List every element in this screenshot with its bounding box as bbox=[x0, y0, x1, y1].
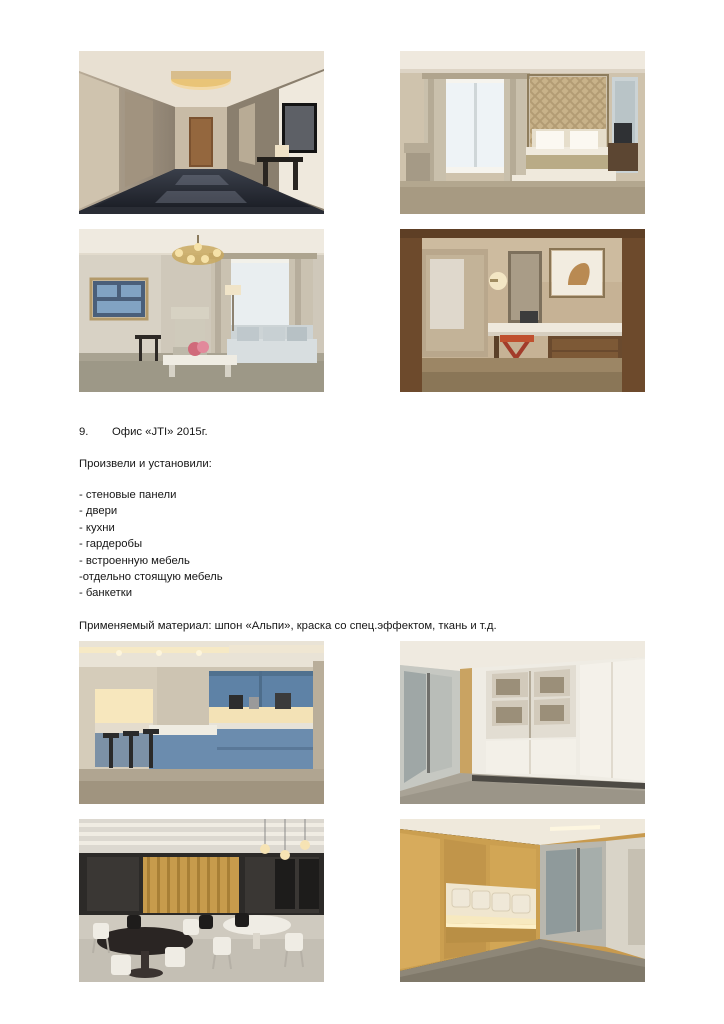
item-heading bbox=[79, 424, 649, 441]
intro-paragraph: Произвели и установили: bbox=[79, 457, 212, 470]
item-title: Офис «JTI» 2015г. bbox=[112, 426, 208, 438]
bullet-item: - двери bbox=[79, 505, 118, 518]
office-canteen-photo bbox=[79, 819, 324, 982]
bullet-item: - банкетки bbox=[79, 587, 133, 600]
bullet-item: -отдельно стоящую мебель bbox=[79, 571, 223, 584]
gallery-row bbox=[79, 51, 645, 214]
hotel-corridor-photo bbox=[79, 51, 324, 214]
gallery-row bbox=[79, 819, 645, 982]
bullet-item: - гардеробы bbox=[79, 538, 143, 551]
material-note: Применяемый материал: шпон «Альпи», краска со спец.эффектом, ткань и т.д. bbox=[79, 619, 497, 632]
gallery-top bbox=[79, 51, 645, 407]
bullet-item: - стеновые панели bbox=[79, 489, 177, 501]
hotel-bedroom-photo bbox=[400, 51, 645, 214]
gallery-bottom bbox=[79, 641, 645, 997]
text-section bbox=[79, 424, 649, 634]
bullet-item: - встроенную мебель bbox=[79, 554, 190, 567]
office-kitchen-photo bbox=[79, 641, 324, 804]
item-number: 9. bbox=[79, 426, 89, 438]
bullet-item: - кухни bbox=[79, 521, 115, 534]
office-cabinets-photo bbox=[400, 641, 645, 804]
gallery-row bbox=[79, 641, 645, 804]
hotel-living-room-photo bbox=[79, 229, 324, 392]
office-bench-photo bbox=[400, 819, 645, 982]
dressing-table-photo bbox=[400, 229, 645, 392]
gallery-row bbox=[79, 229, 645, 392]
